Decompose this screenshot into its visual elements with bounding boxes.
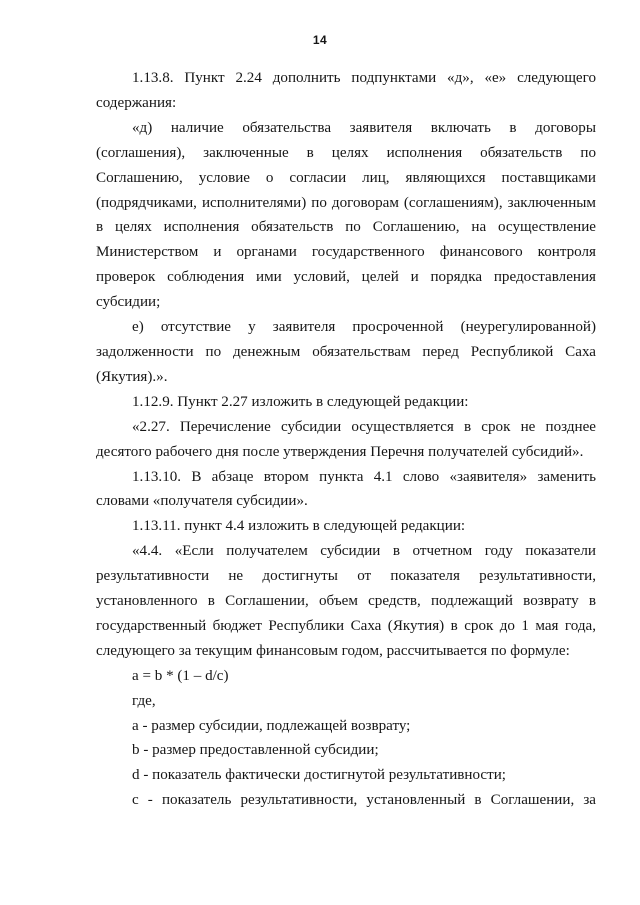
document-body xyxy=(96,66,596,813)
paragraph-1-12-9: 1.12.9. Пункт 2.27 изложить в следующей редакции: xyxy=(132,393,469,410)
definition-b: b - размер предоставленной субсидии; xyxy=(132,742,379,759)
definition-a: a - размер субсидии, подлежащей возврату; xyxy=(132,717,411,734)
definition-c: c - показатель результативности, установленный в Соглашении, за xyxy=(132,792,596,809)
formula: a = b * (1 – d/c) xyxy=(132,667,229,684)
paragraph-1-13-11: 1.13.11. пункт 4.4 изложить в следующей редакции: xyxy=(132,518,466,535)
paragraph-4-4: «4.4. «Если получателем субсидии в отчетном году показатели результативности не достигнуты от показателя результативности, установленного в Соглашении, объем средств, подлежащий возврату в государственный бюджет Республики Саха (Якутия) в срок до 1 мая года, следующего за текущим финансовым годом, рассчитывается по формуле: xyxy=(96,543,596,659)
paragraph-subitem-d: «д) наличие обязательства заявителя включать в договоры (соглашения), заключенные в целях исполнения обязательств по Соглашению, условие о согласии лиц, являющихся поставщиками (подрядчиками, исполнителями) по договорам (соглашениям), заключенным в целях исполнения обязательств по Соглашению, на осуществление Министерством и органами государственного финансового контроля проверок соблюдения ими условий, целей и порядка предоставления субсидии; xyxy=(96,119,596,311)
paragraph-2-27: «2.27. Перечисление субсидии осуществляется в срок не позднее десятого рабочего дня после утверждения Перечня получателей субсидий». xyxy=(96,418,596,460)
paragraph-1-13-10: 1.13.10. В абзаце втором пункта 4.1 слово «заявителя» заменить словами «получателя субсидии». xyxy=(96,468,596,510)
page-number: 14 xyxy=(312,33,328,47)
paragraph-subitem-e: е) отсутствие у заявителя просроченной (неурегулированной) задолженности по денежным обязательствам перед Республикой Саха (Якутия).». xyxy=(96,319,596,385)
definition-d: d - показатель фактически достигнутой результативности; xyxy=(132,767,506,784)
paragraph-1-13-8: 1.13.8. Пункт 2.24 дополнить подпунктами «д», «е» следующего содержания: xyxy=(96,70,596,111)
formula-where: где, xyxy=(132,692,156,709)
